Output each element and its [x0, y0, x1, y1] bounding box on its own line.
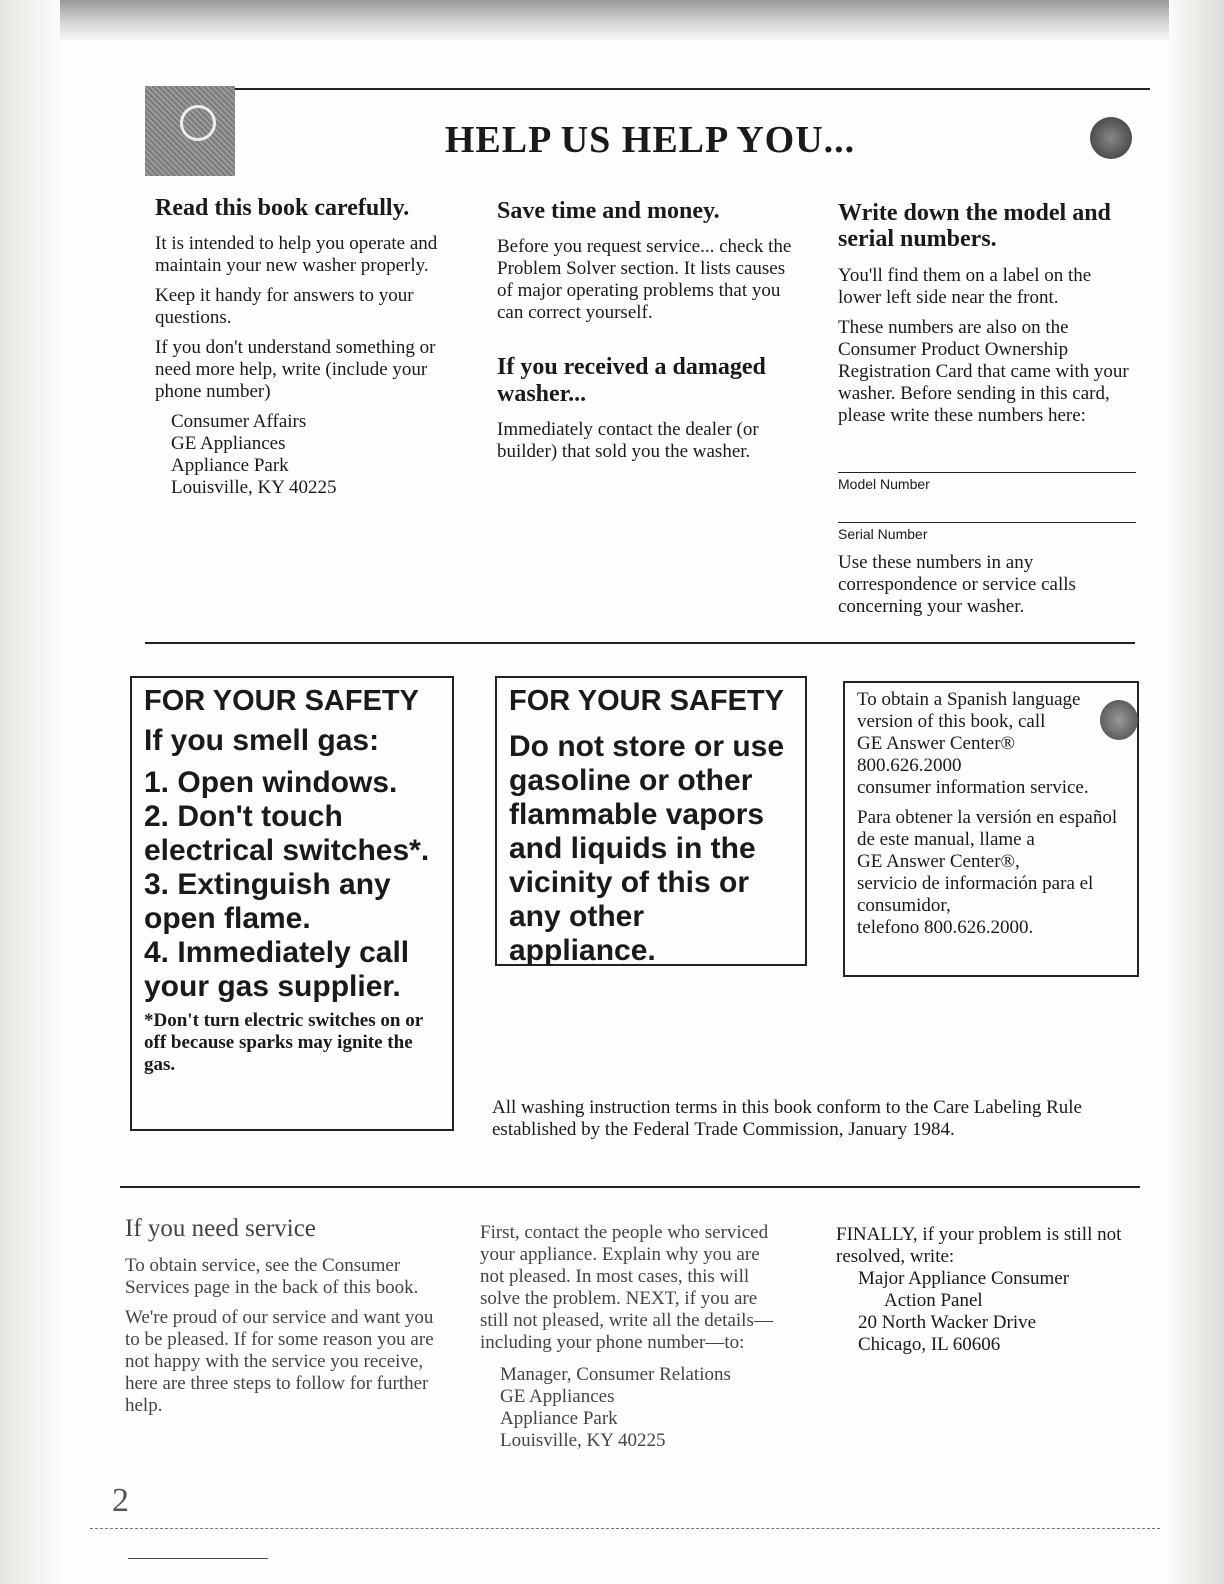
col-model-serial: [838, 200, 1138, 435]
model-number-label: Model Number: [838, 476, 930, 492]
spanish-en-line: GE Answer Center®: [857, 733, 1015, 754]
safety-title: FOR YOUR SAFETY: [144, 685, 419, 717]
paragraph: It is intended to help you operate and maintain your new washer properly.: [155, 233, 438, 277]
address-line: GE Appliances: [500, 1386, 615, 1407]
address-line: Louisville, KY 40225: [171, 477, 337, 499]
bottom-rule: [120, 1186, 1140, 1188]
top-rule: [145, 88, 1150, 90]
address-line: Major Appliance Consumer: [858, 1268, 1070, 1289]
spanish-es-line: telefono 800.626.2000.: [857, 917, 1034, 938]
care-labeling-note: All washing instruction terms in this book conform to the Care Labeling Rule established by the Federal Trade Commission, January 1984.: [492, 1097, 1082, 1140]
page-title: HELP US HELP YOU...: [444, 119, 856, 161]
safety-note: *Don't turn electric switches on or off because sparks may ignite the gas.: [144, 1010, 423, 1075]
safety-step: 1. Open windows.: [144, 766, 398, 799]
safety-box-gasoline: [495, 676, 807, 966]
action-panel-address: [836, 1268, 1126, 1356]
spanish-es-line: GE Answer Center®,: [857, 851, 1020, 872]
paragraph: First, contact the people who serviced your appliance. Explain why you are not pleased. In most cases, this will solve the problem. NEXT, if you are still not pleased, write all the details—including your phone number—to:: [480, 1222, 773, 1353]
heading-need-service: If you need service: [125, 1215, 316, 1242]
paragraph: FINALLY, if your problem is still not resolved, write:: [836, 1224, 1122, 1267]
safety-step: 3. Extinguish any open flame.: [144, 868, 391, 935]
heading-read-book: Read this book carefully.: [155, 195, 410, 221]
address-line: Consumer Affairs: [171, 411, 307, 433]
safety-step: 2. Don't touch electrical switches*.: [144, 800, 430, 867]
scan-edge-top: [0, 0, 1224, 40]
page-number: 2: [112, 1482, 129, 1519]
safety-text: Do not store or use gasoline or other flammable vapors and liquids in the vicinity of this or any other appliance.: [509, 730, 785, 967]
serial-number-field[interactable]: [838, 522, 1136, 523]
paragraph: If you don't understand something or need more help, write (include your phone number): [155, 337, 436, 403]
address-line: Appliance Park: [171, 455, 289, 477]
address-line: Louisville, KY 40225: [500, 1430, 666, 1451]
safety-title: FOR YOUR SAFETY: [509, 685, 784, 717]
paragraph: These numbers are also on the Consumer Product Ownership Registration Card that came with your washer. Before sending in this card, please write these numbers here:: [838, 316, 1129, 426]
address-line: GE Appliances: [171, 433, 286, 455]
col-service: [125, 1215, 435, 1425]
safety-subtitle: If you smell gas:: [144, 724, 380, 757]
footer-mark: [128, 1558, 268, 1559]
col-read-book: [155, 195, 450, 499]
spanish-en-line: To obtain a Spanish language version of this book, call: [857, 689, 1081, 732]
phone-number: 800.626.2000: [857, 755, 962, 776]
paragraph: To obtain service, see the Consumer Services page in the back of this book.: [125, 1254, 419, 1298]
closing-paragraph: Use these numbers in any correspondence or service calls concerning your washer.: [838, 552, 1076, 617]
paragraph: Keep it handy for answers to your questions.: [155, 285, 414, 329]
address-line: Action Panel: [884, 1290, 983, 1311]
paragraph: We're proud of our service and want you to be pleased. If for some reason you are not happy with the service you receive, here are three steps to follow for further help.: [125, 1306, 434, 1416]
col-service-final: [836, 1224, 1126, 1356]
address-line: 20 North Wacker Drive: [858, 1312, 1037, 1333]
spanish-es-line: servicio de información para el consumidor,: [857, 873, 1094, 916]
paragraph: You'll find them on a label on the lower left side near the front.: [838, 264, 1092, 308]
model-number-field[interactable]: [838, 472, 1136, 473]
serial-number-label: Serial Number: [838, 526, 928, 542]
col-save-time: [497, 198, 797, 471]
address-line: Chicago, IL 60606: [858, 1334, 1001, 1355]
safety-step: 4. Immediately call your gas supplier.: [144, 936, 410, 1003]
footer-rule: [90, 1528, 1160, 1529]
consumer-affairs-address: [155, 411, 450, 499]
safety-box-gas: [130, 676, 454, 1131]
heading-model-serial: Write down the model and serial numbers.: [838, 200, 1111, 253]
consumer-relations-address: [480, 1364, 785, 1452]
heading-save-time: Save time and money.: [497, 198, 720, 224]
heading-damaged-washer: If you received a damaged washer...: [497, 354, 766, 407]
scan-edge-left: [0, 0, 60, 1584]
middle-rule: [145, 642, 1135, 644]
bullet-dot-icon: [1090, 117, 1132, 159]
binder-hole-icon: [1100, 700, 1138, 740]
spanish-es-line: Para obtener la versión en español de este manual, llame a: [857, 807, 1118, 850]
address-line: Appliance Park: [500, 1408, 618, 1429]
spanish-en-line: consumer information service.: [857, 777, 1089, 798]
paragraph: Before you request service... check the Problem Solver section. It lists causes of major operating problems that you can correct yourself.: [497, 236, 792, 324]
paragraph: Immediately contact the dealer (or builder) that sold you the washer.: [497, 419, 759, 463]
spanish-version-box: [843, 681, 1139, 977]
washer-logo-icon: [180, 105, 216, 141]
address-line: Manager, Consumer Relations: [500, 1364, 731, 1385]
scan-edge-right: [1169, 0, 1224, 1584]
col-service-steps: [480, 1222, 785, 1452]
